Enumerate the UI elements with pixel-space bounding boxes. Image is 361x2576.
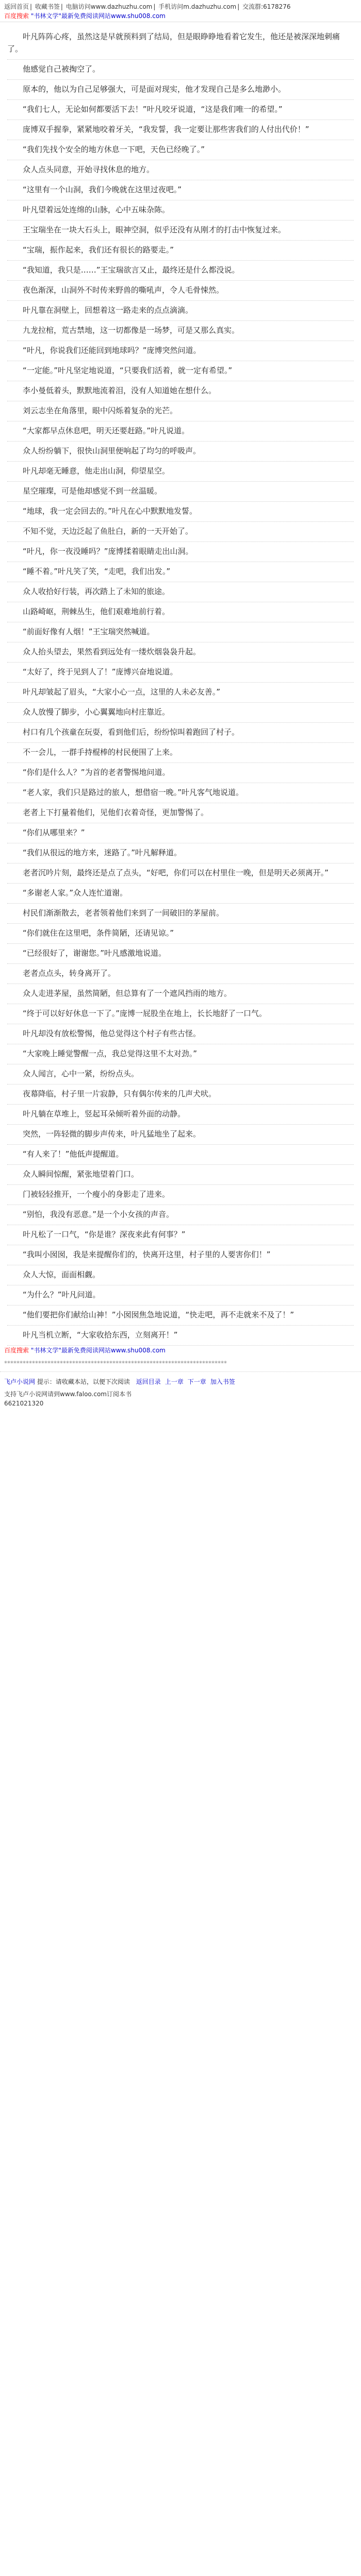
paragraph: 他感觉自己被掏空了。 [7,60,354,80]
paragraph: “多谢老人家。”众人连忙道谢。 [7,884,354,904]
ad-tag: 百度搜索 [4,1347,29,1354]
paragraph: “地球，我一定会回去的。”叶凡在心中默默地发誓。 [7,502,354,522]
paragraph: 刘云志坐在角落里，眼中闪烁着复杂的光芒。 [7,401,354,421]
qq-group-text: 交流群:6178276 [242,3,291,10]
paragraph: 叶凡当机立断，“大家收拾东西，立刻离开！” [7,1326,354,1346]
paragraph: “老人家，我们只是路过的旅人，想借宿一晚。”叶凡客气地说道。 [7,783,354,803]
paragraph: 庞博双手握拳，紧紧地咬着牙关，“我发誓，我一定要让那些害我们的人付出代价！” [7,120,354,140]
paragraph: “我知道，我只是……”王宝瑞欲言又止，最终还是什么都没说。 [7,261,354,281]
paragraph: “叶凡，你一夜没睡吗？”庞博揉着眼睛走出山洞。 [7,542,354,562]
paragraph: 山路崎岖，荆棘丛生，他们艰难地前行着。 [7,602,354,622]
paragraph: 众人走进茅屋，虽然简陋，但总算有了一个遮风挡雨的地方。 [7,984,354,1004]
paragraph: 众人大惊，面面相觑。 [7,1265,354,1285]
paragraph: 星空璀璨，可是他却感觉不到一丝温暖。 [7,482,354,502]
paragraph: “你们是什么人？”为首的老者警惕地问道。 [7,763,354,783]
paragraph: “叶凡，你说我们还能回到地球吗？”庞博突然问道。 [7,341,354,361]
paragraph: 叶凡望着远处连绵的山脉，心中五味杂陈。 [7,200,354,221]
site-name-link[interactable]: 飞卢小说网 [4,1378,36,1385]
footer-info [0,1388,361,1412]
paragraph: 叶凡阵阵心疼，虽然这是早就预料到了结局，但是眼睁睁地看着它发生，他还是被深深地刺痛了。 [7,27,354,60]
footer-code: 6621021320 [4,1400,44,1407]
paragraph: 村民们渐渐散去，老者领着他们来到了一间破旧的茅屋前。 [7,904,354,924]
paragraph: 众人瞬间惊醒，紧张地望着门口。 [7,1165,354,1185]
paragraph: 村口有几个孩童在玩耍，看到他们后，纷纷惊叫着跑回了村子。 [7,723,354,743]
mobile-site-link[interactable]: 手机访问m.dazhuzhu.com [158,3,237,10]
paragraph: 众人纷纷躺下，很快山洞里便响起了均匀的呼吸声。 [7,442,354,462]
paragraph: “有人来了！”他低声提醒道。 [7,1145,354,1165]
paragraph: 众人闻言，心中一紧，纷纷点头。 [7,1064,354,1084]
paragraph: “太好了，终于见到人了！”庞博兴奋地说道。 [7,663,354,683]
paragraph: “为什么？”叶凡问道。 [7,1285,354,1306]
paragraph: 众人点头同意，开始寻找休息的地方。 [7,160,354,180]
paragraph: “睡不着。”叶凡笑了笑，“走吧，我们出发。” [7,562,354,582]
paragraph: 门被轻轻推开，一个瘦小的身影走了进来。 [7,1185,354,1205]
ad-banner-top[interactable] [0,11,361,21]
paragraph: “大家晚上睡觉警醒一点，我总觉得这里不太对劲。” [7,1044,354,1064]
paragraph: 老者点点头，转身离开了。 [7,964,354,984]
paragraph: “我们七人，无论如何都要活下去！”叶凡咬牙说道，“这是我们唯一的希望。” [7,100,354,120]
paragraph: 众人抬头望去，果然看到远处有一缕炊烟袅袅升起。 [7,642,354,663]
paragraph: “我叫小囡囡，我是来提醒你们的，快离开这里，村子里的人要害你们！” [7,1245,354,1265]
paragraph: 众人收拾好行装，再次踏上了未知的旅途。 [7,582,354,602]
footer-nav-link[interactable]: 返回目录 [136,1378,161,1385]
paragraph: 叶凡躺在草堆上，竖起耳朵倾听着外面的动静。 [7,1105,354,1125]
paragraph: “一定能。”叶凡坚定地说道，“只要我们活着，就一定有希望。” [7,361,354,381]
paragraph: “宝瑞，振作起来，我们还有很长的路要走。” [7,241,354,261]
paragraph: 不一会儿，一群手持棍棒的村民便围了上来。 [7,743,354,763]
paragraph: “前面好像有人烟！”王宝瑞突然喊道。 [7,622,354,642]
paragraph: 不知不觉，天边泛起了鱼肚白，新的一天开始了。 [7,522,354,542]
ad-banner-bottom[interactable] [0,1346,361,1355]
divider [0,1371,361,1372]
paragraph: 九龙拉棺，荒古禁地，这一切都像是一场梦，可是又那么真实。 [7,321,354,341]
paragraph: “别怕，我没有恶意。”是一个小女孩的声音。 [7,1205,354,1225]
paragraph: 原本的，他以为自己足够强大，可是面对现实，他才发现自己是多么地渺小。 [7,80,354,100]
paragraph: “大家都早点休息吧，明天还要赶路。”叶凡说道。 [7,421,354,442]
paragraph: 老者上下打量着他们，见他们衣着奇怪，更加警惕了。 [7,803,354,823]
paragraph: 老者沉吟片刻，最终还是点了点头，“好吧，你们可以在村里住一晚，但是明天必须离开。” [7,863,354,884]
paragraph: “我们从很远的地方来，迷路了。”叶凡解释道。 [7,843,354,863]
paragraph: “我们先找个安全的地方休息一下吧，天色已经晚了。” [7,140,354,160]
footer-links [0,1375,361,1388]
ad-text[interactable]: "书林文学"最新免费阅读网站www.shu008.com [30,1347,166,1354]
paragraph: 李小曼低着头，默默地流着泪，没有人知道她在想什么。 [7,381,354,401]
ad-tag: 百度搜索 [4,12,29,20]
paragraph: 突然，一阵轻微的脚步声传来，叶凡猛地坐了起来。 [7,1125,354,1145]
paragraph: 王宝瑞坐在一块大石头上，眼神空洞，似乎还没有从刚才的打击中恢复过来。 [7,221,354,241]
paragraph: 夜幕降临，村子里一片寂静，只有偶尔传来的几声犬吠。 [7,1084,354,1105]
footer-nav-link[interactable]: 上一章 [165,1378,184,1385]
paragraph: “终于可以好好休息一下了。”庞博一屁股坐在地上，长长地舒了一口气。 [7,1004,354,1024]
paragraph: 众人放慢了脚步，小心翼翼地向村庄靠近。 [7,703,354,723]
back-home-link[interactable]: 返回首页 [4,3,29,10]
paragraph: “他们要把你们献给山神！”小囡囡焦急地说道，“快走吧，再不走就来不及了！” [7,1306,354,1326]
footer-nav-link[interactable]: 加入书签 [210,1378,235,1385]
paragraph: 叶凡却没有放松警惕，他总觉得这个村子有些古怪。 [7,1024,354,1044]
footer-tip: 提示：请收藏本站，以便下次阅读 [37,1378,130,1385]
footer-nav [132,1378,235,1385]
paragraph: 叶凡靠在洞壁上，回想着这一路走来的点点滴滴。 [7,301,354,321]
ad-text[interactable]: "书林文学"最新免费阅读网站www.shu008.com [30,12,166,20]
paragraph: “这里有一个山洞，我们今晚就在这里过夜吧。” [7,180,354,200]
bookmark-link[interactable]: 收藏书签 [35,3,60,10]
chapter-content [0,25,361,1346]
separator-stars: ************************************************************************ [4,1360,227,1367]
paragraph: 叶凡却皱起了眉头，“大家小心一点，这里的人未必友善。” [7,683,354,703]
paragraph: “你们就住在这里吧，条件简陋，还请见谅。” [7,924,354,944]
paragraph: “你们从哪里来？” [7,823,354,843]
paragraph: 夜色渐深，山洞外不时传来野兽的嘶吼声，令人毛骨悚然。 [7,281,354,301]
footer-nav-link[interactable]: 下一章 [187,1378,206,1385]
desktop-site-link[interactable]: 电脑访问www.dazhuzhu.com [65,3,153,10]
subscribe-text: 支持飞卢小说网请到www.faloo.com订阅本书 [4,1391,132,1398]
top-nav: 返回首页 | 收藏书签 | 电脑访问www.dazhuzhu.com | 手机访问m.dazhuzhu.com | 交流群:6178276 [4,3,291,10]
paragraph: 叶凡松了一口气，“你是谁？深夜来此有何事？” [7,1225,354,1245]
paragraph: 叶凡却毫无睡意，他走出山洞，仰望星空。 [7,462,354,482]
paragraph: “已经很好了，谢谢您。”叶凡感激地说道。 [7,944,354,964]
